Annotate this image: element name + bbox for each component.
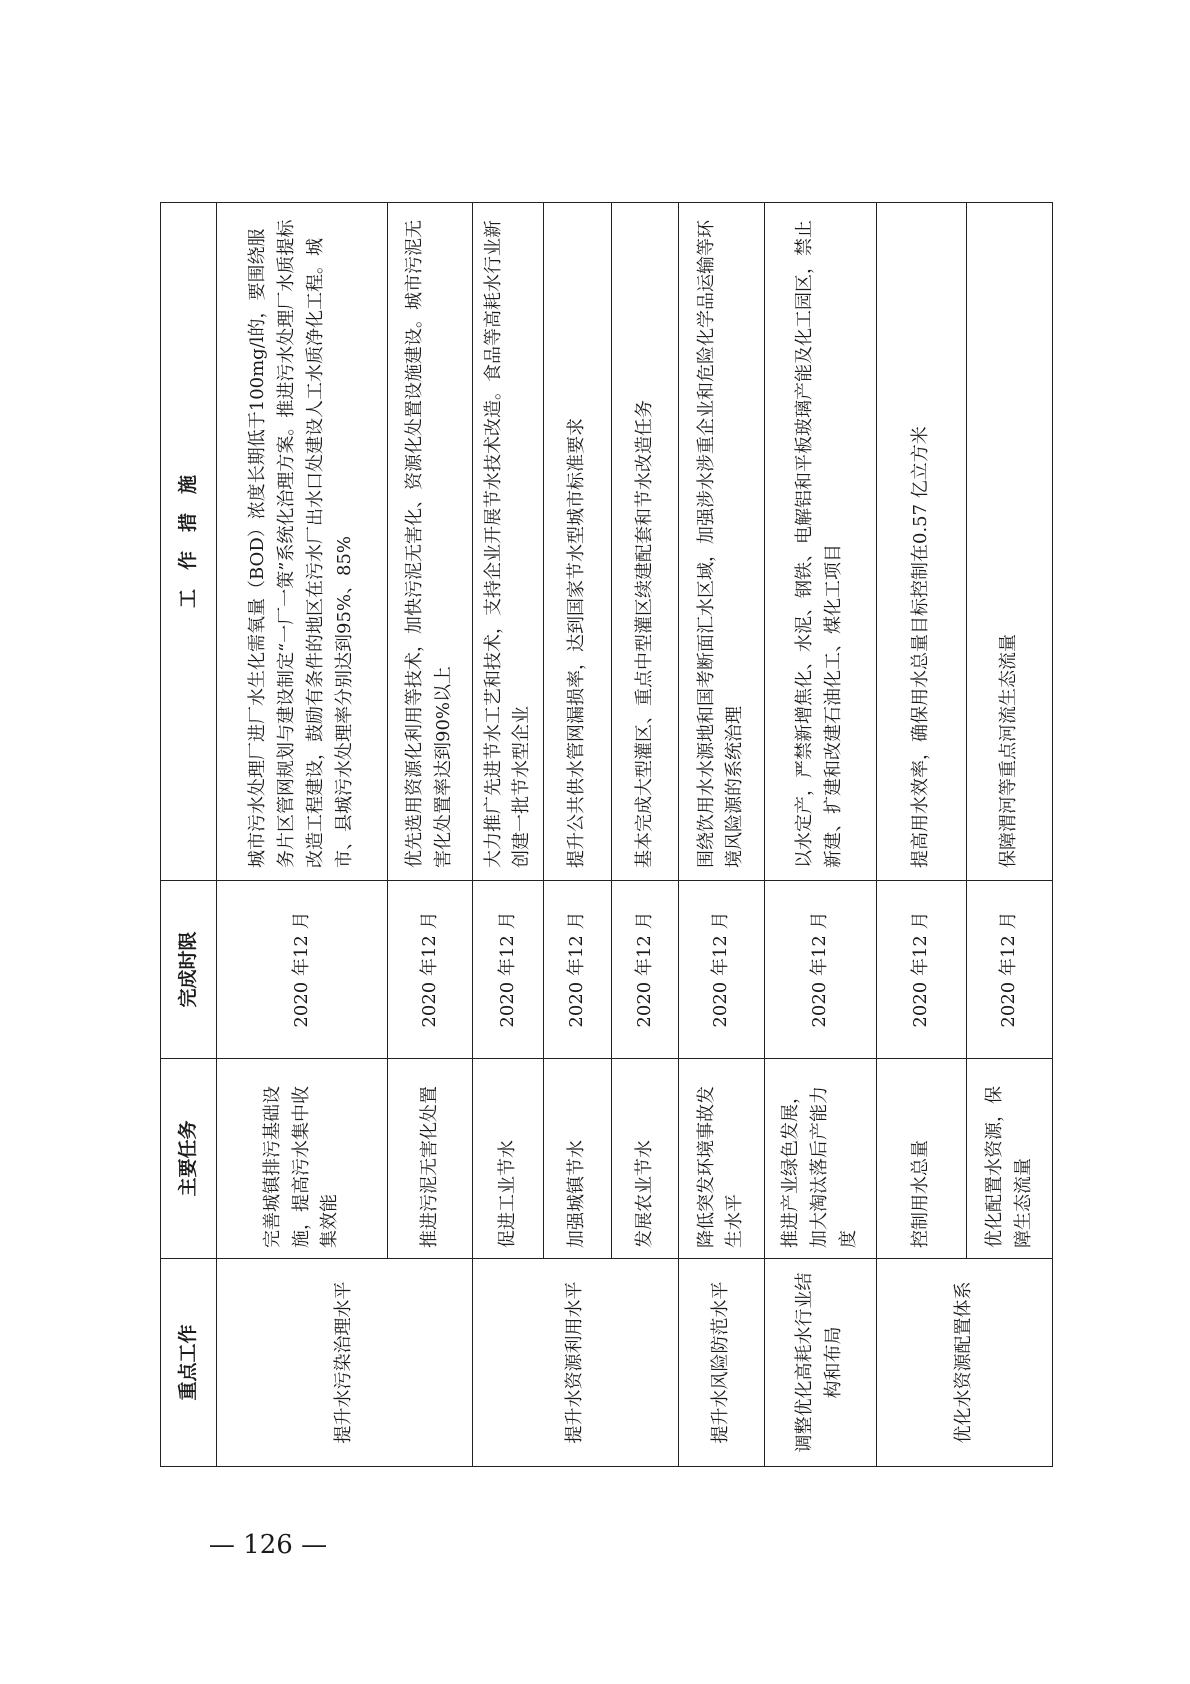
- measures-cell: 以水定产，严禁新增焦化、水泥、钢铁、电解铝和平板玻璃产能及化工园区，禁止新建、扩建和改建石油化工、煤化工项目: [764, 203, 876, 881]
- table-row: [876, 203, 967, 1467]
- deadline-cell: 2020 年12 月: [387, 881, 472, 1059]
- measures-cell: 提高用水效率，确保用水总量目标控制在0.57 亿立方米: [876, 203, 967, 881]
- task-cell: 促进工业节水: [473, 1059, 544, 1259]
- measures-cell: 优先选用资源化利用等技术，加快污泥无害化、资源化处置设施建设。城市污泥无害化处置率达到90%以上: [387, 203, 472, 881]
- measures-cell: 大力推广先进节水工艺和技术，支持企业开展节水技术改造。食品等高耗水行业新创建一批节水型企业: [473, 203, 544, 881]
- task-cell: 完善城镇排污基础设施，提高污水集中收集效能: [217, 1059, 388, 1259]
- key-work-table: [160, 202, 1053, 1467]
- header-main-task: 主要任务: [161, 1059, 217, 1259]
- deadline-cell: 2020 年12 月: [967, 881, 1053, 1059]
- task-cell: 降低突发环境事故发生水平: [679, 1059, 764, 1259]
- table-header-row: [161, 203, 217, 1467]
- task-cell: 推进产业绿色发展，加大淘汰落后产能力度: [764, 1059, 876, 1259]
- page-number: — 126 —: [208, 1530, 328, 1560]
- key-work-cell: 提升水风险防范水平: [679, 1259, 764, 1467]
- rotated-table-container: [160, 203, 1053, 1467]
- header-measures: 工 作 措 施: [161, 203, 217, 881]
- deadline-cell: 2020 年12 月: [217, 881, 388, 1059]
- deadline-cell: 2020 年12 月: [544, 881, 611, 1059]
- table-row: [473, 203, 544, 1467]
- deadline-cell: 2020 年12 月: [473, 881, 544, 1059]
- deadline-cell: 2020 年12 月: [679, 881, 764, 1059]
- header-key-work: 重点工作: [161, 1259, 217, 1467]
- deadline-cell: 2020 年12 月: [764, 881, 876, 1059]
- key-work-cell: 提升水资源利用水平: [473, 1259, 679, 1467]
- table-row: [679, 203, 764, 1467]
- measures-cell: 城市污水处理厂进厂水生化需氧量（BOD）浓度长期低于100mg/l的，要围绕服务片区管网规划与建设制定“一厂一策”系统化治理方案。推进污水处理厂水质提标改造工程建设，鼓励有条件的地区在污水厂出水口处建设人工水质净化工程。城市、县城污水处理率分别达到95%、85%: [217, 203, 388, 881]
- task-cell: 发展农业节水: [611, 1059, 678, 1259]
- task-cell: 控制用水总量: [876, 1059, 967, 1259]
- header-deadline: 完成时限: [161, 881, 217, 1059]
- deadline-cell: 2020 年12 月: [876, 881, 967, 1059]
- task-cell: 加强城镇节水: [544, 1059, 611, 1259]
- measures-cell: 基本完成大型灌区、重点中型灌区续建配套和节水改造任务: [611, 203, 678, 881]
- key-work-cell: 调整优化高耗水行业结构和布局: [764, 1259, 876, 1467]
- table-row: [764, 203, 876, 1467]
- measures-cell: 围绕饮用水水源地和国考断面汇水区域，加强涉水涉重企业和危险化学品运输等环境风险源的系统治理: [679, 203, 764, 881]
- table-row: [217, 203, 388, 1467]
- task-cell: 推进污泥无害化处置: [387, 1059, 472, 1259]
- deadline-cell: 2020 年12 月: [611, 881, 678, 1059]
- measures-cell: 提升公共供水管网漏损率，达到国家节水型城市标准要求: [544, 203, 611, 881]
- task-cell: 优化配置水资源，保障生态流量: [967, 1059, 1053, 1259]
- key-work-cell: 优化水资源配置体系: [876, 1259, 1052, 1467]
- key-work-cell: 提升水污染治理水平: [217, 1259, 473, 1467]
- measures-cell: 保障渭河等重点河流生态流量: [967, 203, 1053, 881]
